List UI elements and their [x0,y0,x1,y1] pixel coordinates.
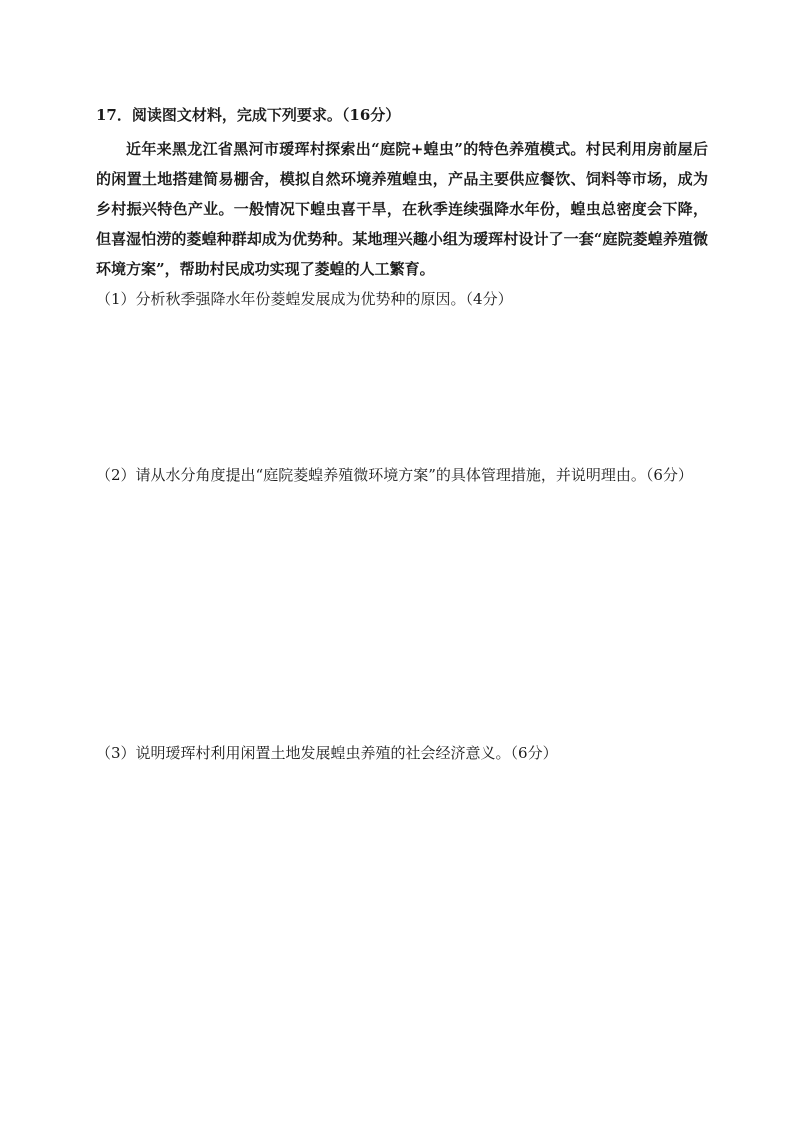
sub-question-2: （2）请从水分角度提出“庭院菱蝗养殖微环境方案”的具体管理措施，并说明理由。（6分） [96,466,693,484]
question-title: 17．阅读图文材料，完成下列要求。（16分） [96,106,401,124]
reading-material: 近年来黑龙江省黑河市瑷珲村探索出“庭院+蝗虫”的特色养殖模式。村民利用房前屋后的闲置土地搭建简易棚舍，模拟自然环境养殖蝗虫，产品主要供应餐饮、饲料等市场，成为乡村振兴特色产业。一般情况下蝗虫喜干旱，在秋季连续强降水年份，蝗虫总密度会下降，但喜湿怕涝的菱蝗种群却成为优势种。某地理兴趣小组为瑷珲村设计了一套“庭院菱蝗养殖微环境方案”，帮助村民成功实现了菱蝗的人工繁育。 [96,140,708,278]
sub-question-1: （1）分析秋季强降水年份菱蝗发展成为优势种的原因。（4分） [96,290,513,308]
sub-question-3: （3）说明瑷珲村利用闲置土地发展蝗虫养殖的社会经济意义。（6分） [96,744,558,762]
